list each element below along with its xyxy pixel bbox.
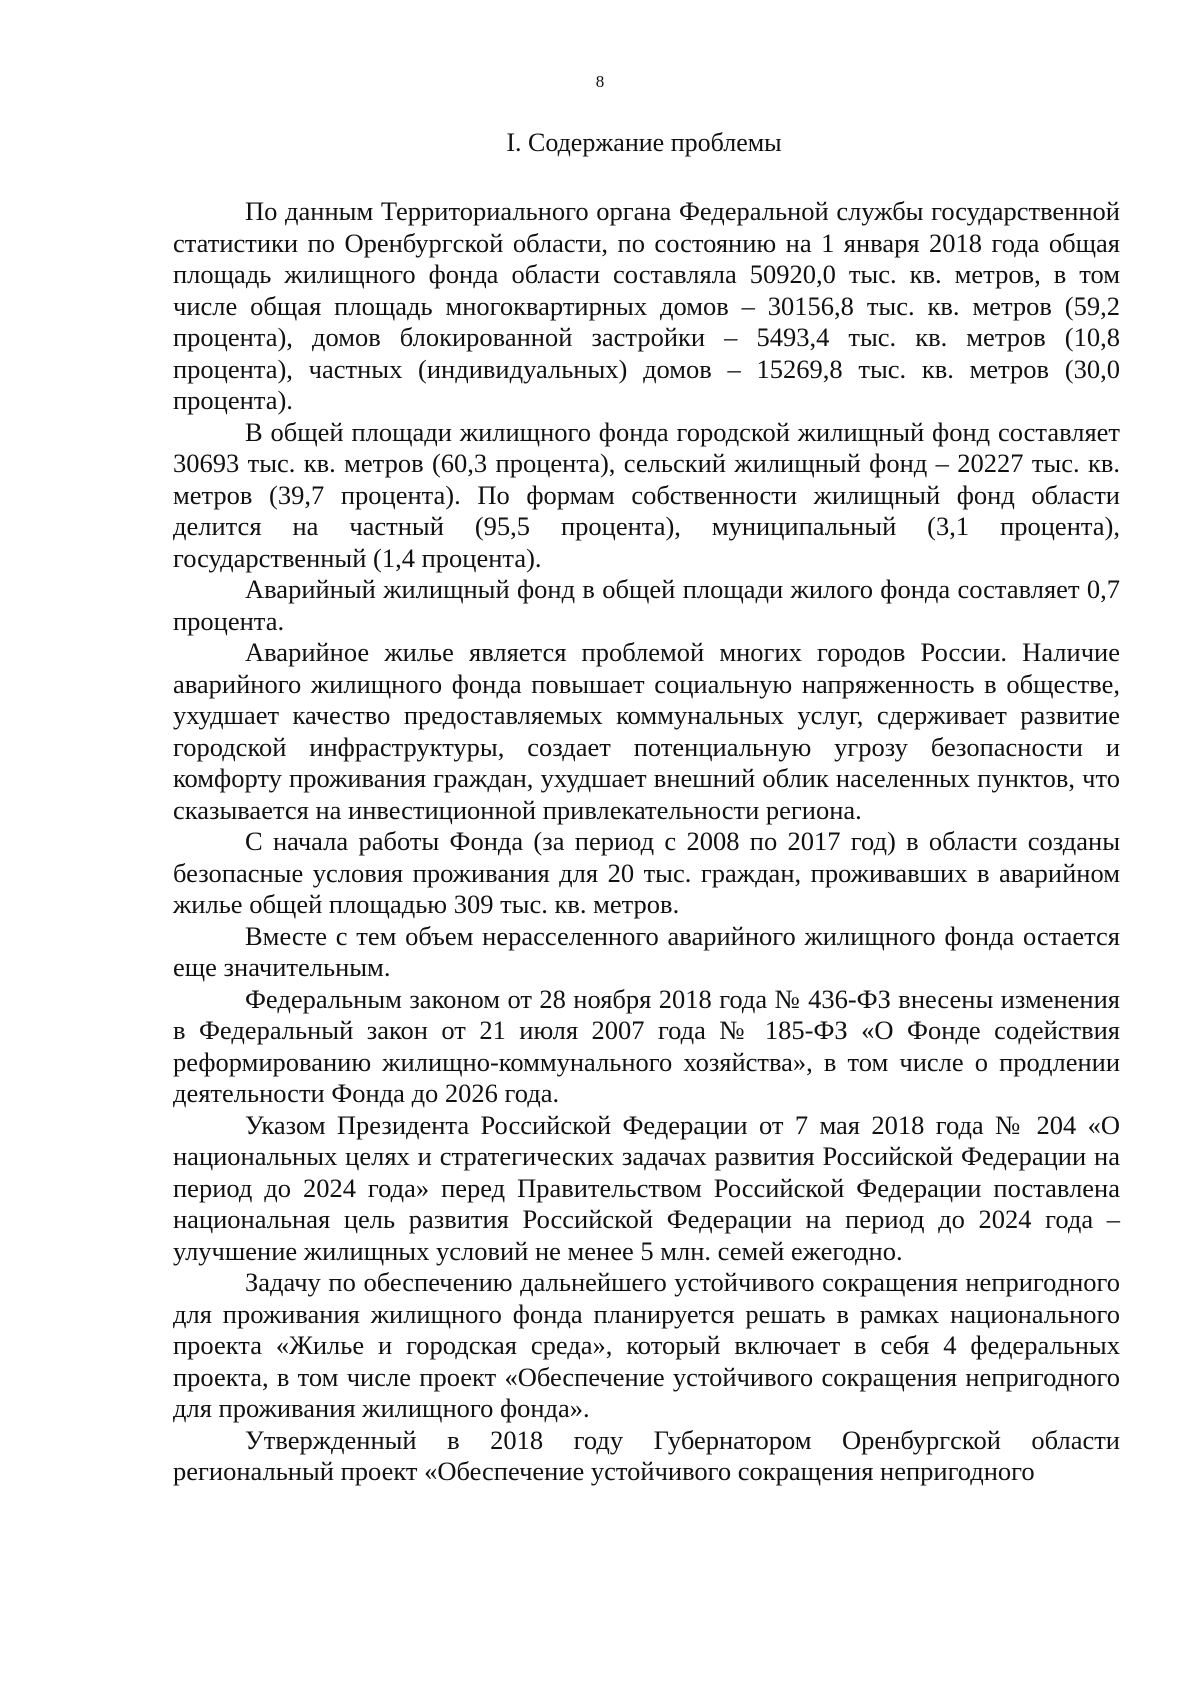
paragraph-housing-stock-area: По данным Территориального органа Федеральной службы государственной статистики по Оренбургской области, по состоянию на 1 января 2018 года общая площадь жилищного фонда области составляла 50920,0 тыс. кв. метров, в том числе общая площадь многоквартирных домов – 30156,8 тыс. кв. метров (59,2 процента), домов блокированной застройки – 5493,4 тыс. кв. метров (10,8 процента), частных (индивидуальных) домов – 15269,8 тыс. кв. метров (30,0 процента). [173,196,1120,415]
paragraph-presidential-decree: Указом Президента Российской Федерации от 7 мая 2018 года № 204 «О национальных целях и стратегических задачах развития Российской Федерации на период до 2024 года» перед Правительством Российской Федерации поставлена национальная цель развития Российской Федерации на период до 2024 года – улучшение жилищных условий не менее 5 млн. семей ежегодно. [173,1109,1120,1266]
paragraph-national-project: Задачу по обеспечению дальнейшего устойчивого сокращения непригодного для проживания жилищного фонда планируется решать в рамках национального проекта «Жилье и городская среда», который включает в себя 4 федеральных проекта, в том числе проект «Обеспечение устойчивого сокращения непригодного для проживания жилищного фонда». [173,1267,1120,1423]
paragraph-federal-law: Федеральным законом от 28 ноября 2018 года № 436-ФЗ внесены изменения в Федеральный закон от 21 июля 2007 года № 185-ФЗ «О Фонде содействия реформированию жилищно-коммунального хозяйства», в том числе о продлении деятельности Фонда до 2026 года. [173,983,1120,1108]
body-text [173,196,1120,1488]
paragraph-remaining-volume: Вместе с тем объем нерасселенного аварийного жилищного фонда остается еще значительным. [173,920,1120,982]
paragraph-emergency-share: Аварийный жилищный фонд в общей площади жилого фонда составляет 0,7 процента. [173,574,1120,636]
paragraph-urban-rural-ownership: В общей площади жилищного фонда городской жилищный фонд составляет 30693 тыс. кв. метров (60,3 процента), сельский жилищный фонд – 20227 тыс. кв. метров (39,7 процента). По формам собственности жилищный фонд области делится на частный (95,5 процента), муниципальный (3,1 процента), государственный (1,4 процента). [173,416,1120,573]
paragraph-regional-project: Утвержденный в 2018 году Губернатором Оренбургской области региональный проект «Обеспечение устойчивого сокращения непригодного [173,1424,1120,1486]
section-title: I. Содержание проблемы [506,128,782,157]
paragraph-emergency-problem: Аварийное жилье является проблемой многих городов России. Наличие аварийного жилищного фонда повышает социальную напряженность в обществе, ухудшает качество предоставляемых коммунальных услуг, сдерживает развитие городской инфраструктуры, создает потенциальную угрозу безопасности и комфорту проживания граждан, ухудшает внешний облик населенных пунктов, что сказывается на инвестиционной привлекательности региона. [173,637,1120,825]
page-number: 8 [595,72,605,91]
paragraph-fund-results: С начала работы Фонда (за период с 2008 по 2017 год) в области созданы безопасные условия проживания для 20 тыс. граждан, проживавших в аварийном жилье общей площадью 309 тыс. кв. метров. [173,826,1120,919]
